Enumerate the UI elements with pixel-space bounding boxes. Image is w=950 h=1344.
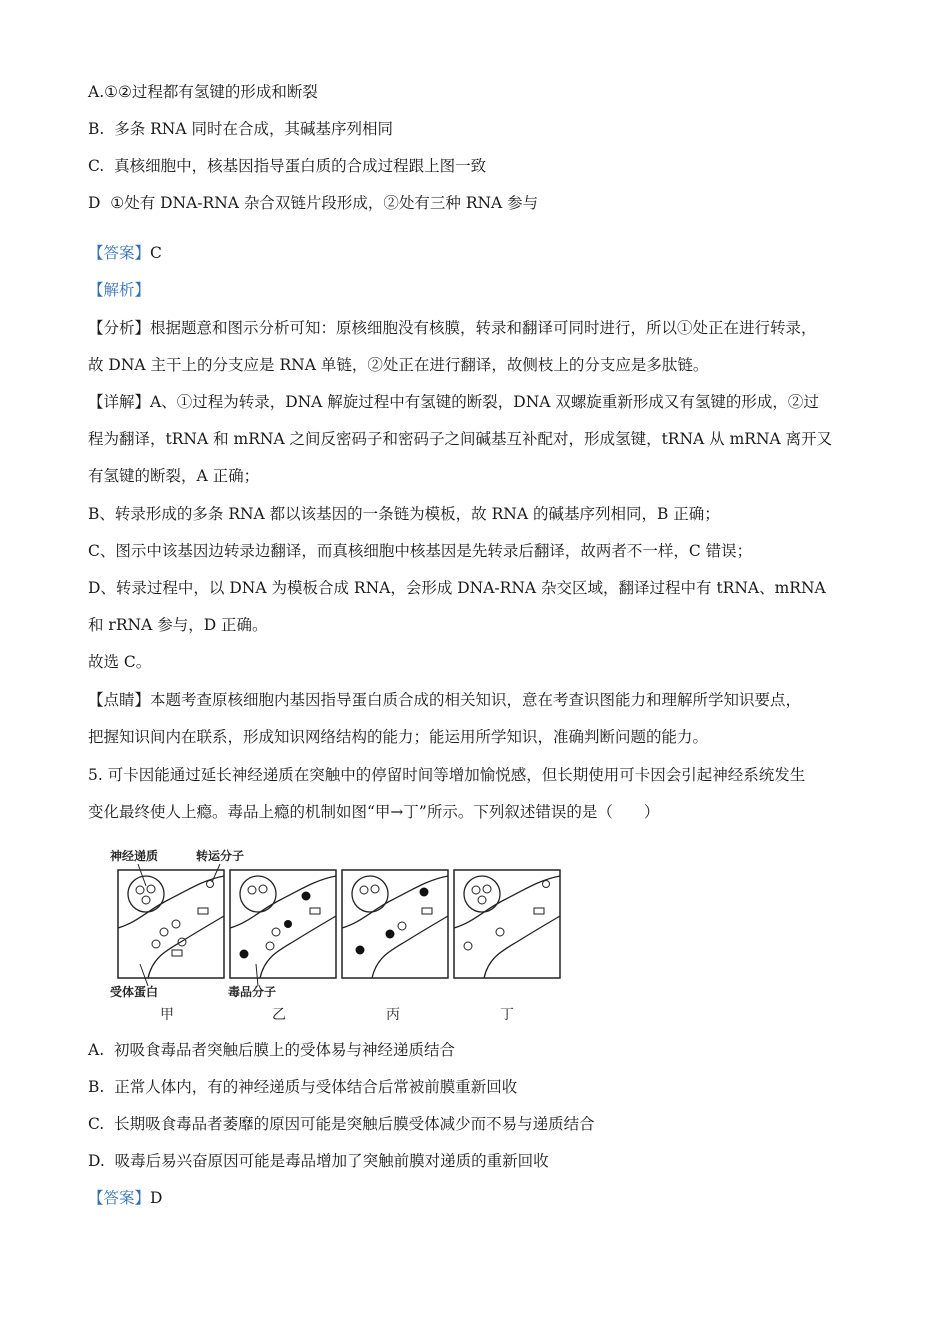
q5-option-a: A. 初吸食毒品者突触后膜上的受体易与神经递质结合 (88, 1041, 455, 1059)
option-a: A.①②过程都有氢键的形成和断裂 (88, 83, 318, 101)
analysis-line: 【点睛】本题考查原核细胞内基因指导蛋白质合成的相关知识，意在考查识图能力和理解所学知识要点， (88, 691, 802, 709)
question-stem: 变化最终使人上瘾。毒品上瘾的机制如图“甲→丁”所示。下列叙述错误的是（ ） (88, 803, 660, 821)
analysis-line: D、转录过程中，以 DNA 为模板合成 RNA，会形成 DNA-RNA 杂交区域，翻译过程中有 tRNA、mRNA (88, 579, 826, 597)
answer-tag: 【答案】 (88, 1189, 151, 1207)
option-b: B. 多条 RNA 同时在合成，其碱基序列相同 (88, 120, 393, 138)
analysis-line: 程为翻译，tRNA 和 mRNA 之间反密码子和密码子之间碱基互补配对，形成氢键，tRNA 从 mRNA 离开又 (88, 430, 833, 448)
analysis-tag: 【解析】 (88, 281, 151, 299)
label-transporter: 转运分子 (196, 849, 245, 863)
panel-bing (342, 870, 448, 978)
panel-jia (118, 870, 224, 978)
analysis-line: 故选 C。 (88, 653, 152, 671)
panel-label: 乙 (272, 1007, 286, 1023)
label-drug: 毒品分子 (228, 985, 277, 999)
panel-label: 丙 (386, 1007, 400, 1023)
q5-option-b: B. 正常人体内，有的神经递质与受体结合后常被前膜重新回收 (88, 1078, 518, 1096)
panel-label: 丁 (500, 1007, 514, 1023)
answer-value: D (150, 1189, 163, 1207)
panel-label: 甲 (160, 1007, 174, 1023)
label-transmitter: 神经递质 (110, 849, 159, 863)
panel-yi (230, 870, 336, 978)
analysis-line: 和 rRNA 参与，D 正确。 (88, 616, 268, 634)
synapse-figure (108, 846, 568, 1024)
panel-ding (454, 870, 560, 978)
option-d: D ①处有 DNA-RNA 杂合双链片段形成，②处有三种 RNA 参与 (88, 194, 539, 212)
analysis-line: 故 DNA 主干上的分支应是 RNA 单链，②处正在进行翻译，故侧枝上的分支应是多肽链。 (88, 356, 709, 374)
analysis-line: 把握知识间内在联系，形成知识网络结构的能力；能运用所学知识，准确判断问题的能力。 (88, 728, 709, 746)
analysis-line: B、转录形成的多条 RNA 都以该基因的一条链为模板，故 RNA 的碱基序列相同，B 正确； (88, 505, 720, 523)
analysis-line: 【详解】A、①过程为转录，DNA 解旋过程中有氢键的断裂，DNA 双螺旋重新形成又有氢键的形成，②过 (88, 393, 819, 411)
answer-value: C (150, 244, 162, 262)
label-receptor: 受体蛋白 (110, 985, 159, 999)
question-stem: 5. 可卡因能通过延长神经递质在突触中的停留时间等增加愉悦感，但长期使用可卡因会引起神经系统发生 (88, 766, 806, 784)
analysis-line: C、图示中该基因边转录边翻译，而真核细胞中核基因是先转录后翻译，故两者不一样，C 错误； (88, 542, 753, 560)
answer-line (88, 243, 162, 263)
q5-option-c: C. 长期吸食毒品者萎靡的原因可能是突触后膜受体减少而不易与递质结合 (88, 1115, 595, 1133)
option-c: C. 真核细胞中，核基因指导蛋白质的合成过程跟上图一致 (88, 157, 487, 175)
analysis-line: 【分析】根据题意和图示分析可知：原核细胞没有核膜，转录和翻译可同时进行，所以①处正在进行转录， (88, 319, 817, 337)
q5-answer-line (88, 1188, 162, 1208)
q5-option-d: D. 吸毒后易兴奋原因可能是毒品增加了突触前膜对递质的重新回收 (88, 1152, 549, 1170)
answer-tag: 【答案】 (88, 244, 151, 262)
analysis-line: 有氢键的断裂，A 正确； (88, 467, 260, 485)
